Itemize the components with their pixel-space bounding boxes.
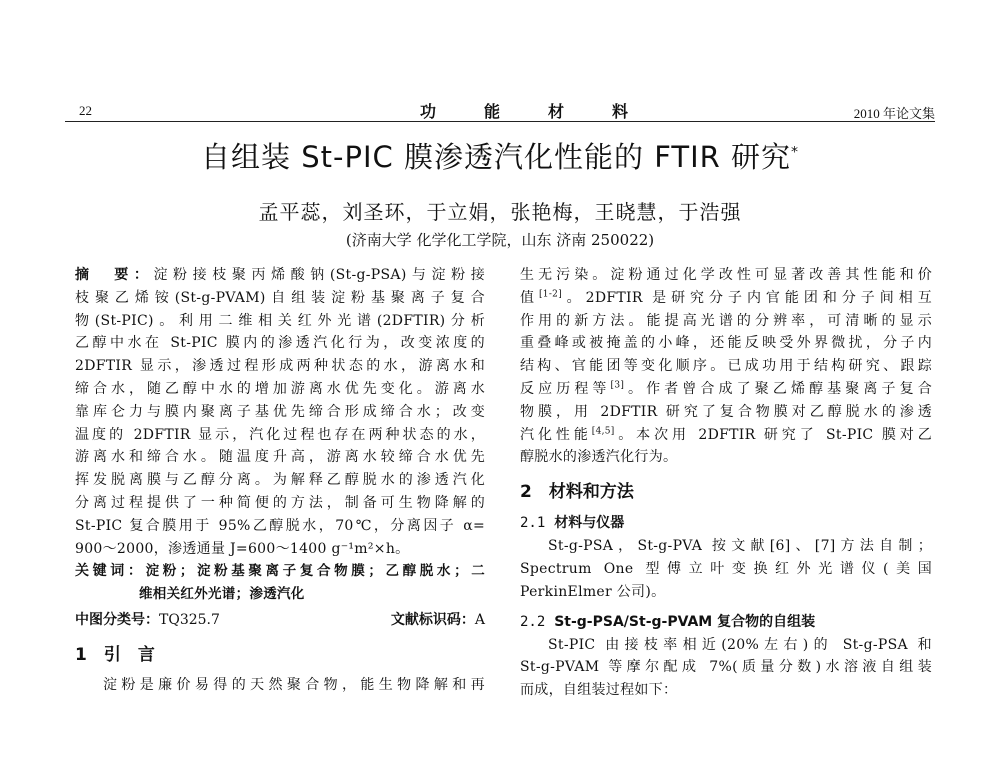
intro-line: 醇脱水的渗透汽化行为。 (520, 449, 678, 466)
keywords (75, 560, 485, 606)
author-list: 孟平蕊，刘圣环，于立娟，张艳梅，王晓慧，于浩强 (258, 200, 742, 224)
abstract-line: 物(St-PIC)。利用二维相关红外光谱(2DFTIR)分析 (75, 312, 485, 329)
section-heading-introduction: 1 引 言 (75, 644, 155, 665)
proceedings-label: 2010 年论文集 (853, 106, 935, 121)
keywords-label: 关键词： (75, 563, 146, 580)
citation-ref[interactable]: [3] (610, 380, 625, 391)
abstract-label: 摘 要： (75, 267, 154, 283)
subsection-heading-2-1: 2.1 材料与仪器 (520, 515, 625, 532)
assembly-line: 而成，自组装过程如下： (520, 682, 678, 699)
abstract-line: 2DFTIR 显示，渗透过程形成两种状态的水，游离水和 (75, 358, 485, 375)
intro-line: 汽化性能[4,5]。本次用 2DFTIR 研究了 St-PIC 膜对乙 (520, 425, 933, 443)
right-column (520, 264, 932, 702)
section-heading-materials: 2 材料和方法 (520, 482, 634, 503)
abstract-line: 游离水和缔合水。随温度升高，游离水较缔合水优先 (75, 449, 485, 466)
materials-line: PerkinElmer 公司)。 (520, 583, 666, 600)
abstract-line: 分离过程提供了一种简便的方法，制备可生物降解的 (75, 494, 485, 511)
intro-line: 作用的新方法。能提高光谱的分辨率，可清晰的显示 (520, 312, 932, 329)
intro-paragraph-line: 淀粉是廉价易得的天然聚合物，能生物降解和再 (103, 676, 485, 693)
clc-code: 中图分类号：TQ325.7 (75, 611, 220, 628)
abstract-line: St-PIC 复合膜用于 95%乙醇脱水，70℃，分离因子 α= (75, 517, 485, 534)
abstract-line: 900～2000，渗透通量 J=600～1400 g⁻¹m²×h。 (75, 540, 410, 557)
intro-line: 物膜，用 2DFTIR 研究了复合物膜对乙醇脱水的渗透 (520, 403, 932, 420)
subsection-heading-2-2: 2.2 St-g-PSA/St-g-PVAM 复合物的自组装 (520, 613, 816, 630)
abstract-line: 缔合水，随乙醇中水的增加游离水优先变化。游离水 (75, 380, 485, 397)
materials-line: Spectrum One 型傅立叶变换红外光谱仪(美国 (520, 560, 932, 577)
intro-line: 重叠峰或被掩盖的小峰，还能反映受外界微扰，分子内 (520, 335, 932, 352)
document-code: 文献标识码：A (390, 611, 485, 628)
abstract-line: 乙醇中水在 St-PIC 膜内的渗透汽化行为，改变浓度的 (75, 335, 485, 352)
intro-line: 值[1-2]。2DFTIR 是研究分子内官能团和分子间相互 (520, 289, 932, 306)
keywords-line: 维相关红外光谱；渗透汽化 (139, 586, 305, 603)
journal-name: 功能材料 (420, 102, 677, 121)
abstract-line: 挥发脱离膜与乙醇分离。为解释乙醇脱水的渗透汽化 (75, 472, 485, 489)
left-column (75, 264, 485, 697)
assembly-line: St-PIC 由接枝率相近(20%左右)的 St-g-PSA 和 (548, 636, 932, 653)
intro-line: 结构、官能团等变化顺序。已成功用于结构研究、跟踪 (520, 358, 932, 375)
page-number: 22 (79, 103, 92, 118)
abstract-line: 温度的 2DFTIR 显示，汽化过程也存在两种状态的水， (75, 426, 485, 443)
affiliation: (济南大学 化学化工学院，山东 济南 250022) (345, 231, 655, 249)
intro-line: 反应历程等[3]。作者曾合成了聚乙烯醇基聚离子复合 (520, 380, 932, 397)
materials-line: St-g-PSA，St-g-PVA 按文献[6]、[7]方法自制； (548, 538, 932, 555)
classification-row (75, 608, 485, 632)
keywords-line: 关键词：淀粉；淀粉基聚离子复合物膜；乙醇脱水；二 (75, 563, 486, 580)
abstract-line: 靠库仑力与膜内聚离子基优先缔合形成缔合水；改变 (75, 403, 485, 420)
citation-ref[interactable]: [1-2] (538, 289, 562, 300)
citation-ref[interactable]: [4,5] (591, 425, 615, 436)
abstract-line: 枝聚乙烯铵(St-g-PVAM)自组装淀粉基聚离子复合 (75, 289, 485, 306)
running-header (65, 101, 935, 122)
paper-title-text: 自组装 St-PIC 膜渗透汽化性能的 FTIR 研究 (201, 140, 791, 174)
intro-line: 生无污染。淀粉通过化学改性可显著改善其性能和价 (520, 267, 932, 283)
title-footnote-mark: * (791, 144, 799, 161)
assembly-line: St-g-PVAM 等摩尔配成 7%(质量分数)水溶液自组装 (520, 659, 932, 676)
paper-title (0, 135, 1000, 176)
abstract-line: 摘 要：淀粉接枝聚丙烯酸钠(St-g-PSA)与淀粉接 (75, 267, 485, 283)
abstract (75, 264, 485, 560)
